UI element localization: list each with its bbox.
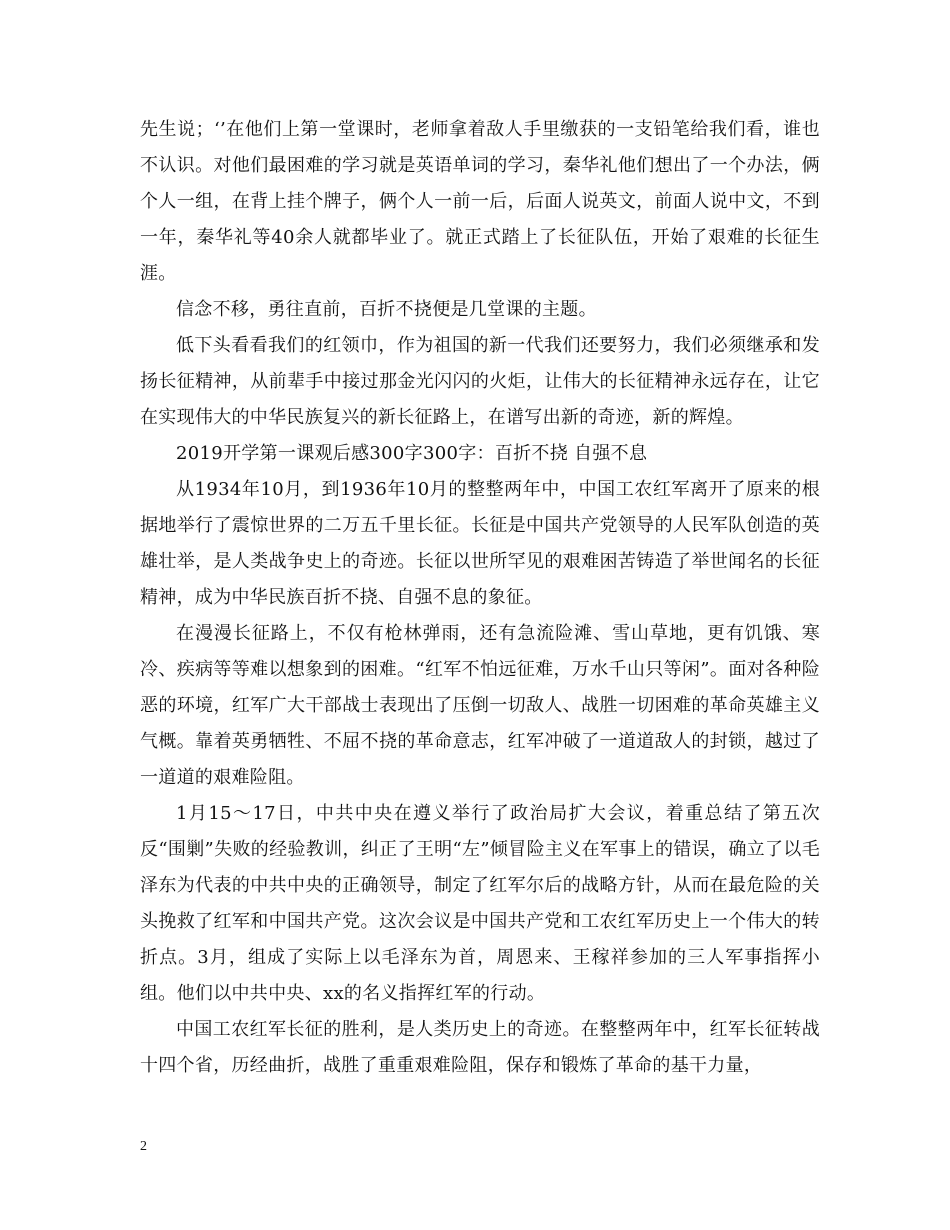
paragraph: 信念不移，勇往直前，百折不挠便是几堂课的主题。 — [176, 299, 597, 320]
paragraph: 低下头看看我们的红领巾，作为祖国的新一代我们还要努力，我们必须继承和发扬长征精神，从前辈手中接过那金光闪闪的火炬，让伟大的长征精神永远存在，让它在实现伟大的中华民族复兴的新长征路上，在谱写出新的奇迹，新的辉煌。 — [140, 335, 820, 428]
section-heading: 2019开学第一课观后感300字300字：百折不挠 自强不息 — [176, 443, 648, 464]
paragraph: 在漫漫长征路上，不仅有枪林弹雨，还有急流险滩、雪山草地，更有饥饿、寒冷、疾病等等难以想象到的困难。“红军不怕远征难，万水千山只等闲”。面对各种险恶的环境，红军广大干部战士表现出了压倒一切敌人、战胜一切困难的革命英雄主义气概。靠着英勇牺牲、不屈不挠的革命意志，红军冲破了一道道敌人的封锁，越过了一道道的艰难险阻。 — [140, 623, 820, 788]
paragraph: 先生说；‘’在他们上第一堂课时，老师拿着敌人手里缴获的一支铅笔给我们看，谁也不认识。对他们最困难的学习就是英语单词的学习，秦华礼他们想出了一个办法，俩个人一组，在背上挂个牌子，俩个人一前一后，后面人说英文，前面人说中文，不到一年，秦华礼等40余人就都毕业了。就正式踏上了长征队伍，开始了艰难的长征生涯。 — [140, 119, 820, 284]
paragraph: 1月15～17日，中共中央在遵义举行了政治局扩大会议，着重总结了第五次反“围剿”失败的经验教训，纠正了王明“左”倾冒险主义在军事上的错误，确立了以毛泽东为代表的中共中央的正确领导，制定了红军尔后的战略方针，从而在最危险的关头挽救了红军和中国共产党。这次会议是中国共产党和工农红军历史上一个伟大的转折点。3月，组成了实际上以毛泽东为首，周恩来、王稼祥参加的三人军事指挥小组。他们以中共中央、xx的名义指挥红军的行动。 — [140, 803, 820, 1004]
paragraph: 从1934年10月，到1936年10月的整整两年中，中国工农红军离开了原来的根据地举行了震惊世界的二万五千里长征。长征是中国共产党领导的人民军队创造的英雄壮举，是人类战争史上的奇迹。长征以世所罕见的艰难困苦铸造了举世闻名的长征精神，成为中华民族百折不挠、自强不息的象征。 — [140, 479, 820, 608]
body-text — [140, 112, 820, 1084]
paragraph: 中国工农红军长征的胜利，是人类历史上的奇迹。在整整两年中，红军长征转战十四个省，历经曲折，战胜了重重艰难险阻，保存和锻炼了革命的基干力量， — [140, 1019, 820, 1076]
page-number: 2 — [140, 1139, 147, 1154]
